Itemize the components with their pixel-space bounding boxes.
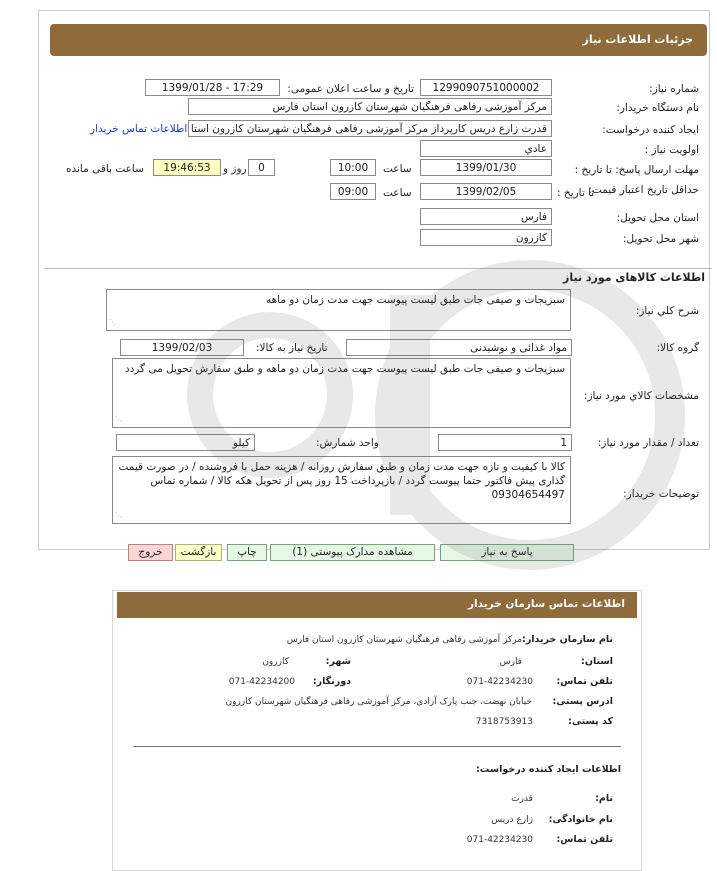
contact-address-label: ادرس پستی:: [552, 696, 613, 707]
announce-field[interactable]: 1399/01/28 - 17:29: [145, 79, 280, 96]
goods-section-title: اطلاعات کالاهای مورد نیاز: [563, 271, 705, 284]
contact-phone-label: تلفن تماس:: [556, 676, 613, 687]
requester-last-name-label: نام خانوادگی:: [548, 814, 613, 825]
contact-postal-value: 7318753913: [475, 717, 533, 727]
buyer-org-field[interactable]: مرکز آموزشی رفاهی فرهنگیان شهرستان کازرون استان فارس: [188, 98, 552, 115]
unit-field[interactable]: کیلو: [116, 434, 255, 451]
page-title: جزئیات اطلاعات نیاز: [582, 33, 693, 46]
days-label: روز و: [223, 163, 247, 175]
contact-postal-label: کد پستی:: [568, 716, 613, 727]
resize-grip-icon[interactable]: ⋰: [115, 511, 122, 519]
send-deadline-date[interactable]: 1399/01/30: [420, 159, 552, 176]
days-remaining-field: 0: [248, 159, 275, 176]
qty-label: تعداد / مقدار مورد نیاز:: [597, 437, 699, 449]
remaining-label: ساعت باقی مانده: [66, 163, 144, 175]
min-price-label: حداقل تاریخ اعتبار قیمت:: [588, 184, 699, 196]
requester-first-name-value: قدرت: [511, 794, 533, 804]
notes-text: کالا با کیفیت و تازه جهت مدت زمان و طبق سفارش روزانه / هزینه حمل با فروشنده / در صورت قیمت گذاری پیش فاکتور حتما پیوست گردد / بازپرداخت 15 روز پس از تحویل هکه کالا / شماره تماس 09304654497: [118, 461, 565, 501]
qty-field[interactable]: 1: [438, 434, 572, 451]
contact-province-label: استان:: [581, 656, 613, 667]
min-price-time[interactable]: 09:00: [330, 183, 376, 200]
contact-card-header: [117, 592, 637, 618]
requester-first-name-label: نام:: [595, 793, 613, 804]
print-button[interactable]: چاپ: [227, 544, 267, 561]
requester-phone-label: تلفن تماس:: [556, 834, 613, 845]
contact-phone-value: 071-42234230: [466, 677, 533, 687]
exit-button[interactable]: خروج: [128, 544, 173, 561]
buyer-org-label: نام دستگاه خریدار:: [616, 102, 699, 114]
priority-field[interactable]: عادي: [420, 140, 552, 157]
announce-label: تاریخ و ساعت اعلان عمومی:: [287, 83, 414, 95]
send-deadline-label: مهلت ارسال پاسخ: تا تاریخ :: [574, 164, 699, 176]
contact-address-value: خیابان نهضت، جنب پارک آزادی، مرکز آموزشی رفاهی فرهنگیان شهرستان کازرون: [225, 697, 532, 707]
spec-text: سبزیجات و صیفی جات طبق لیست پیوست جهت مدت زمان دو ماهه و طبق سفارش تحویل می گردد: [124, 363, 565, 375]
spec-textarea[interactable]: [112, 358, 571, 428]
requester-phone-value: 071-42234230: [466, 835, 533, 845]
remaining-time-field: 19:46:53: [153, 159, 221, 176]
contact-city-label: شهر:: [325, 656, 351, 667]
section-divider: [44, 268, 712, 269]
contact-fax-value: 071-42234200: [228, 677, 295, 687]
back-button[interactable]: بازگشت: [175, 544, 222, 561]
min-price-date[interactable]: 1399/02/05: [420, 183, 552, 200]
requester-label: ایجاد کننده درخواست:: [602, 124, 699, 136]
goods-group-label: گروه کالا:: [656, 342, 699, 354]
contact-fax-label: دورنگار:: [312, 676, 351, 687]
view-attachments-button[interactable]: مشاهده مدارک پیوستی (1): [270, 544, 435, 561]
summary-label: شرح کلي نياز:: [635, 305, 699, 317]
notes-label: توضیحات خریدار:: [623, 488, 699, 500]
page-header: [50, 24, 707, 56]
need-date-label: تاریخ نیاز به کالا:: [256, 342, 328, 354]
summary-text: سبزیجات و صیفی جات طبق لیست پیوست جهت مدت زمان دو ماهه: [265, 294, 565, 306]
need-number-field[interactable]: 1299090751000002: [420, 79, 552, 96]
requester-field[interactable]: قدرت زارع دریس کارپرداز مرکز آموزشی رفاهی فرهنگیان شهرستان کازرون استا: [188, 120, 552, 137]
need-date-field[interactable]: 1399/02/03: [120, 339, 244, 356]
buyer-contact-card: [112, 590, 642, 871]
contact-org-label: نام سازمان خریدار:: [522, 634, 613, 645]
requester-last-name-value: زارع دریس: [491, 815, 533, 825]
spec-label: مشخصات کالاي مورد نياز:: [583, 390, 699, 402]
summary-textarea[interactable]: [106, 289, 571, 331]
send-time-label: ساعت: [383, 163, 412, 175]
contact-card-title: اطلاعات تماس سازمان خریدار: [468, 598, 625, 610]
resize-grip-icon[interactable]: ⋰: [115, 415, 122, 423]
contact-province-value: فارس: [499, 657, 522, 667]
contact-city-value: کازرون: [262, 657, 289, 667]
reply-to-need-button[interactable]: پاسخ به نیاز: [440, 544, 574, 561]
requester-info-title: اطلاعات ایجاد کننده درخواست:: [475, 764, 621, 775]
need-number-label: شماره نیاز:: [649, 83, 699, 95]
min-price-until-label: تا تاریخ :: [557, 187, 595, 199]
min-price-time-label: ساعت: [383, 187, 412, 199]
contact-card-divider: [133, 746, 621, 747]
resize-grip-icon[interactable]: ⋰: [109, 318, 116, 326]
unit-label: واحد شمارش:: [316, 437, 379, 449]
province-label: استان محل تحویل:: [616, 212, 699, 224]
city-field[interactable]: کازرون: [420, 229, 552, 246]
priority-label: اولویت نیاز :: [644, 144, 699, 156]
buyer-contact-link[interactable]: اطلاعات تماس خریدار: [90, 123, 188, 135]
city-label: شهر محل تحویل:: [623, 233, 699, 245]
send-deadline-time[interactable]: 10:00: [330, 159, 376, 176]
goods-group-field[interactable]: مواد غذائی و نوشیدنی: [346, 339, 572, 356]
province-field[interactable]: فارس: [420, 208, 552, 225]
notes-textarea[interactable]: [112, 456, 571, 524]
contact-org-value: مرکز آموزشی رفاهی فرهنگیان شهرستان کازرون استان فارس: [286, 635, 522, 645]
